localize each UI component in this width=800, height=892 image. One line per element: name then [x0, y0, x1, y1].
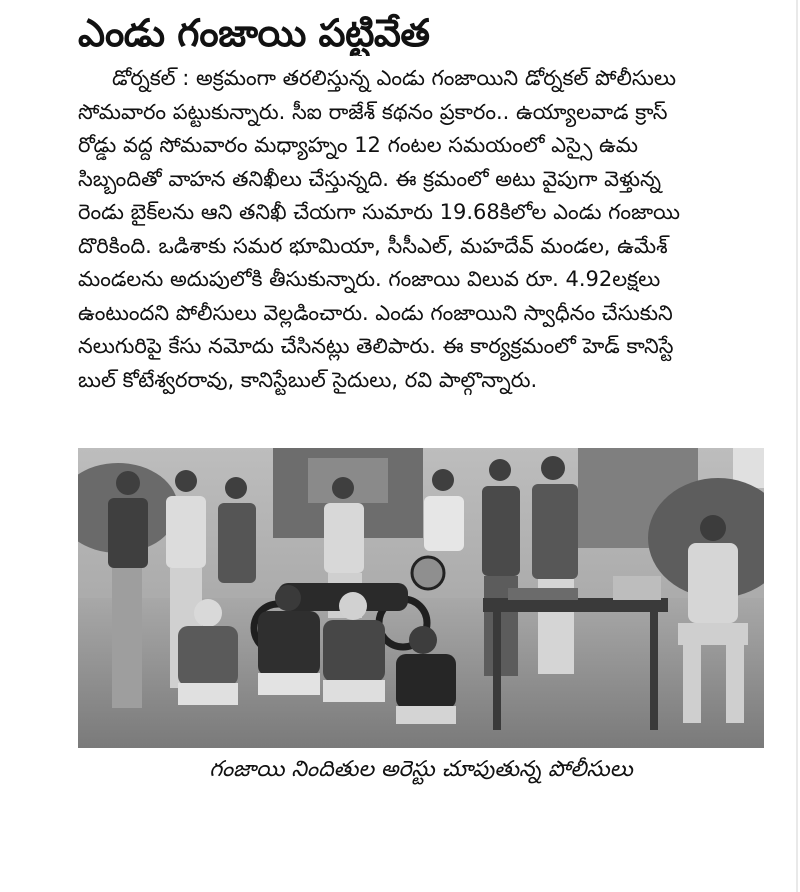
- article-line: ఉంటుందని పోలీసులు వెల్లడించారు. ఎండు గంజాయిని స్వాధీనం చేసుకుని: [78, 300, 673, 325]
- article-line: సిబ్బందితో వాహన తనిఖీలు చేస్తున్నది. ఈ క్రమంలో అటు వైపుగా వెళ్తున్న: [78, 166, 661, 191]
- photo-illustration: [78, 448, 764, 748]
- article-line: దొరికింది. ఒడిశాకు సమర భూమియా, సీసీఎల్, మహదేవ్ మండల, ఉమేశ్: [78, 233, 668, 258]
- article-line: బుల్ కోటేశ్వరరావు, కానిస్టేబుల్ సైదులు, రవి పాల్గొన్నారు.: [78, 367, 538, 392]
- headline: ఎండు గంజాయి పట్టివేత: [78, 11, 430, 55]
- article-line: రోడ్డు వద్ద సోమవారం మధ్యాహ్నం 12 గంటల సమయంలో ఎస్సై ఉమ: [78, 133, 638, 157]
- page-edge: [796, 0, 798, 892]
- seized-packets: [508, 588, 578, 600]
- article-line: సోమవారం పట్టుకున్నారు. సీఐ రాజేశ్ కథనం ప్రకారం.. ఉయ్యాలవాడ క్రాస్: [78, 99, 668, 124]
- laptop: [613, 576, 661, 600]
- article-body: [78, 62, 772, 397]
- article-line: డోర్నకల్ : అక్రమంగా తరలిస్తున్న ఎండు గంజాయిని డోర్నకల్ పోలీసులు: [112, 66, 676, 90]
- article-line: నలుగురిపై కేసు నమోదు చేసినట్లు తెలిపారు. ఈ కార్యక్రమంలో హెడ్ కానిస్టే: [78, 334, 674, 358]
- news-photo: [78, 448, 764, 748]
- article-line: రెండు బైక్‌లను ఆని తనిఖీ చేయగా సుమారు 19.68కిలోల ఎండు గంజాయి: [78, 200, 681, 224]
- photo-caption: గంజాయి నిందితుల అరెస్టు చూపుతున్న పోలీసులు: [209, 757, 633, 782]
- article-line: మండలను అదుపులోకి తీసుకున్నారు. గంజాయి విలువ రూ. 4.92లక్షలు: [78, 267, 661, 291]
